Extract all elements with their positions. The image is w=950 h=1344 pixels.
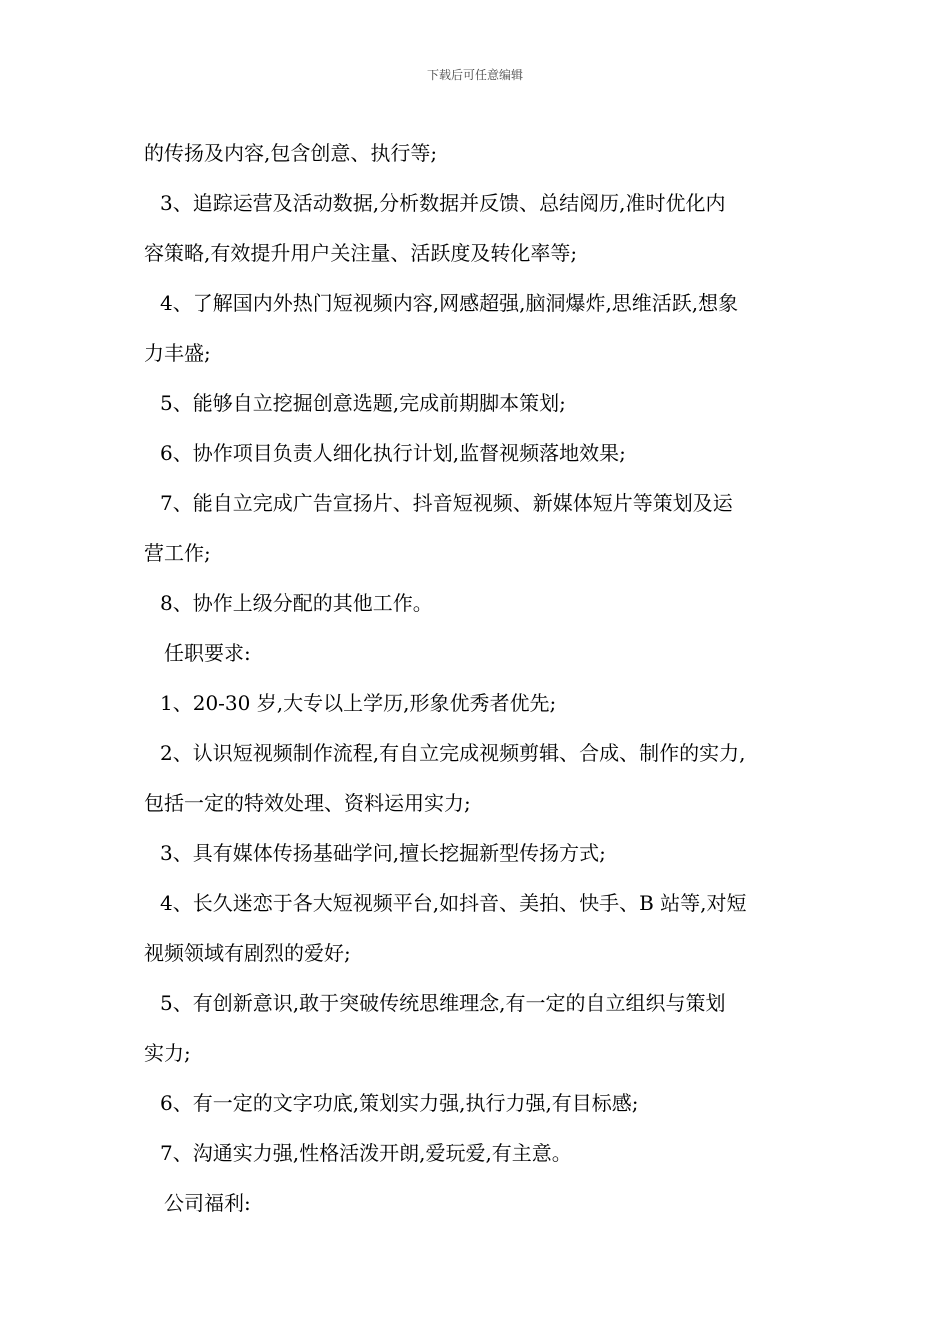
page-header: 下载后可任意编辑 bbox=[426, 68, 523, 82]
list-item-4-line-1: 4、了解国内外热门短视频内容,网感超强,脑洞爆炸,思维活跃,想象 bbox=[160, 291, 739, 315]
requirement-item-3: 3、具有媒体传扬基础学问,擅长挖掘新型传扬方式; bbox=[160, 841, 606, 865]
list-item-5: 5、能够自立挖掘创意选题,完成前期脚本策划; bbox=[160, 391, 566, 415]
requirement-item-4-line-2: 视频领域有剧烈的爱好; bbox=[144, 941, 351, 965]
list-item-3-line-1: 3、追踪运营及活动数据,分析数据并反馈、总结阅历,准时优化内 bbox=[160, 191, 726, 215]
requirement-item-7: 7、沟通实力强,性格活泼开朗,爱玩爱,有主意。 bbox=[160, 1141, 572, 1165]
list-item-3-line-2: 容策略,有效提升用户关注量、活跃度及转化率等; bbox=[144, 241, 578, 265]
list-item-4-line-2: 力丰盛; bbox=[144, 341, 211, 365]
list-item-8: 8、协作上级分配的其他工作。 bbox=[160, 591, 433, 615]
list-item-7-line-2: 营工作; bbox=[144, 541, 211, 565]
list-item-7-line-1: 7、能自立完成广告宣扬片、抖音短视频、新媒体短片等策划及运 bbox=[160, 491, 733, 515]
list-item-6: 6、协作项目负责人细化执行计划,监督视频落地效果; bbox=[160, 441, 626, 465]
text-line-1: 的传扬及内容,包含创意、执行等; bbox=[144, 141, 438, 165]
requirement-item-4-line-1: 4、长久迷恋于各大短视频平台,如抖音、美拍、快手、B 站等,对短 bbox=[160, 891, 747, 915]
requirement-item-5-line-2: 实力; bbox=[144, 1041, 191, 1065]
requirement-item-2-line-1: 2、认识短视频制作流程,有自立完成视频剪辑、合成、制作的实力, bbox=[160, 741, 746, 765]
requirement-item-2-line-2: 包括一定的特效处理、资料运用实力; bbox=[144, 791, 471, 815]
requirement-item-5-line-1: 5、有创新意识,敢于突破传统思维理念,有一定的自立组织与策划 bbox=[160, 991, 726, 1015]
requirement-item-1: 1、20-30 岁,大专以上学历,形象优秀者优先; bbox=[160, 691, 557, 715]
section-heading-requirements: 任职要求: bbox=[164, 641, 251, 665]
requirement-item-6: 6、有一定的文字功底,策划实力强,执行力强,有目标感; bbox=[160, 1091, 639, 1115]
document-body bbox=[144, 128, 816, 1228]
section-heading-benefits: 公司福利: bbox=[164, 1191, 251, 1215]
